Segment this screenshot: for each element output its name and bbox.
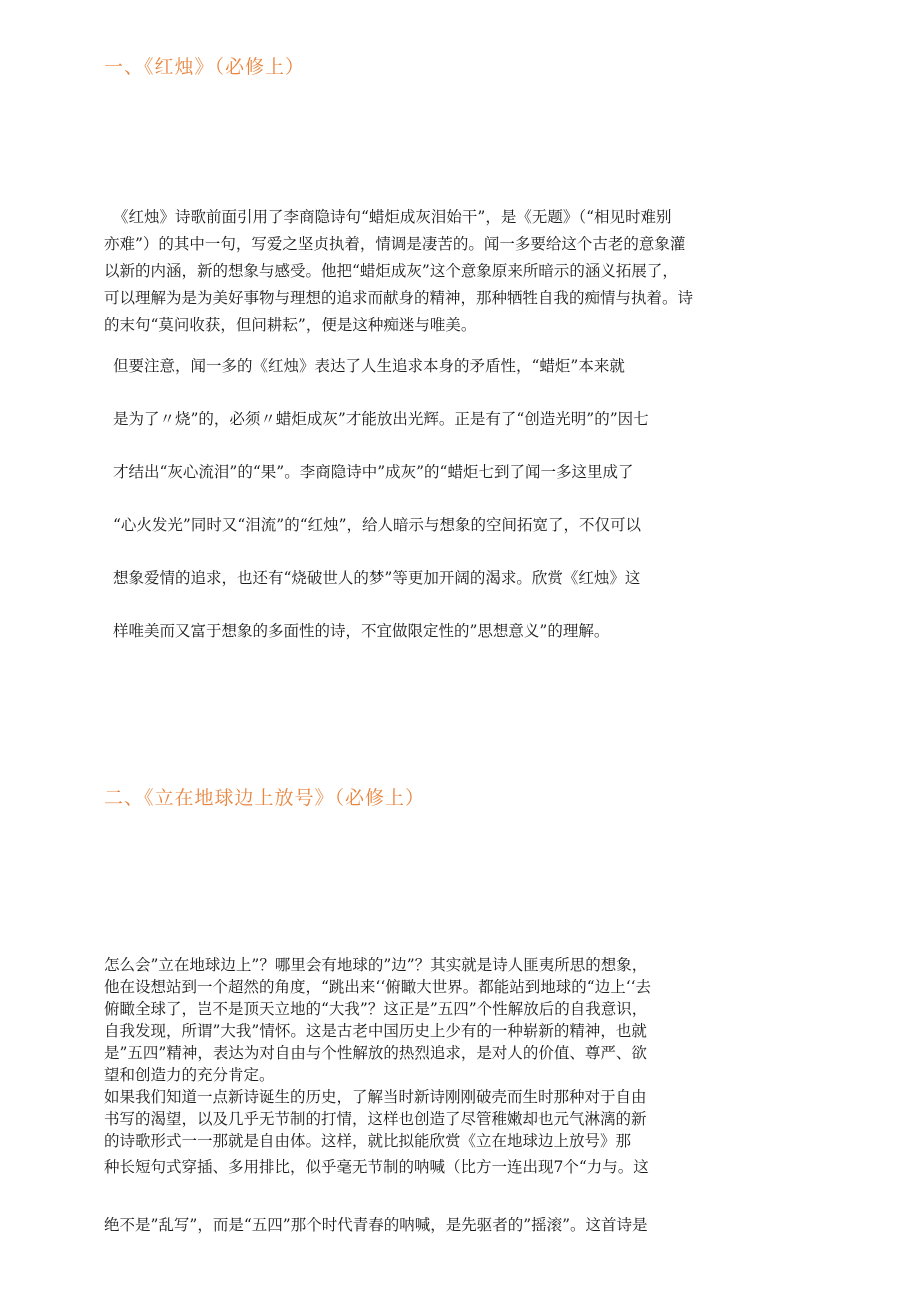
section-2-heading: 二、《立在地球边上放号》（必修上） (104, 787, 426, 809)
text-line: 自我发现，所谓”大我”情怀。这是古老中国历史上少有的一种崭新的精神，也就 (104, 1022, 647, 1040)
text-line: 俯瞰全球了，岂不是顶天立地的“大我”？这正是”五四”个性解放后的自我意识， (104, 1000, 648, 1018)
section-1-heading: 一、《红烛》（必修上） (104, 56, 306, 78)
text-line: 的诗歌形式一一那就是自由体。这样，就比拟能欣赏《立在地球边上放号》那 (104, 1132, 632, 1150)
text-line: 种长短句式穿插、多用排比，似乎毫无节制的呐喊（比方一连出现7个“力与。这 (104, 1158, 649, 1176)
text-line: 怎么会”立在地球边上”？哪里会有地球的”边”？其实就是诗人匪夷所思的想象， (104, 956, 648, 974)
text-line: 想象爱情的追求，也还有“烧破世人的梦”等更加开阔的渴求。欣赏《红烛》这 (113, 569, 641, 587)
text-line: 但要注意，闻一多的《红烛》表达了人生追求本身的矛盾性，“蜡炬”本来就 (113, 357, 625, 375)
text-line: 是”五四”精神，表达为对自由与个性解放的热烈追求，是对人的价值、尊严、欲 (104, 1044, 647, 1062)
text-line: 如果我们知道一点新诗诞生的历史，了解当时新诗刚刚破壳而生时那种对于自由 (104, 1088, 647, 1106)
text-line: 才结出“灰心流泪”的“果”。李商隐诗中”成灰”的“蜡炬七到了闻一多这里成了 (113, 463, 634, 481)
text-line: 样唯美而又富于想象的多面性的诗，不宜做限定性的”思想意义”的理解。 (113, 622, 610, 640)
text-line: 绝不是”乱写”，而是“五四”那个时代青春的呐喊，是先驱者的”摇滚”。这首诗是 (104, 1216, 648, 1234)
text-line: 亦难”）的其中一句，写爱之坚贞执着，情调是凄苦的。闻一多要给这个古老的意象灌 (104, 235, 686, 253)
text-line: 以新的内涵，新的想象与感受。他把“蜡炬成灰”这个意象原来所暗示的涵义拓展了， (104, 262, 678, 280)
text-line: 望和创造力的充分肯定。 (104, 1066, 275, 1084)
text-line: 《红烛》诗歌前面引用了李商隐诗句“蜡炬成灰泪始干”，是《无题》（“相见时难别 (113, 208, 672, 226)
text-line: 的末句“莫问收获，但问耕耘”，便是这种痴迷与唯美。 (104, 316, 477, 334)
text-line: 书写的渴望，以及几乎无节制的打情，这样也创造了尽管稚嫩却也元气淋漓的新 (104, 1110, 647, 1128)
text-line: “心火发光”同时又“泪流”的“红烛”，给人暗示与想象的空间拓宽了，不仅可以 (113, 516, 642, 534)
text-line: 是为了〃烧”的，必须〃蜡炬成灰”才能放出光辉。正是有了“创造光明”的”因七 (113, 410, 649, 428)
text-line: 可以理解为是为美好事物与理想的追求而献身的精神，那种牺牲自我的痴情与执着。诗 (104, 289, 694, 307)
text-line: 他在设想站到一个超然的角度，“跳出来‘‘俯瞰大世界。都能站到地球的“边上‘‘去 (104, 978, 652, 996)
